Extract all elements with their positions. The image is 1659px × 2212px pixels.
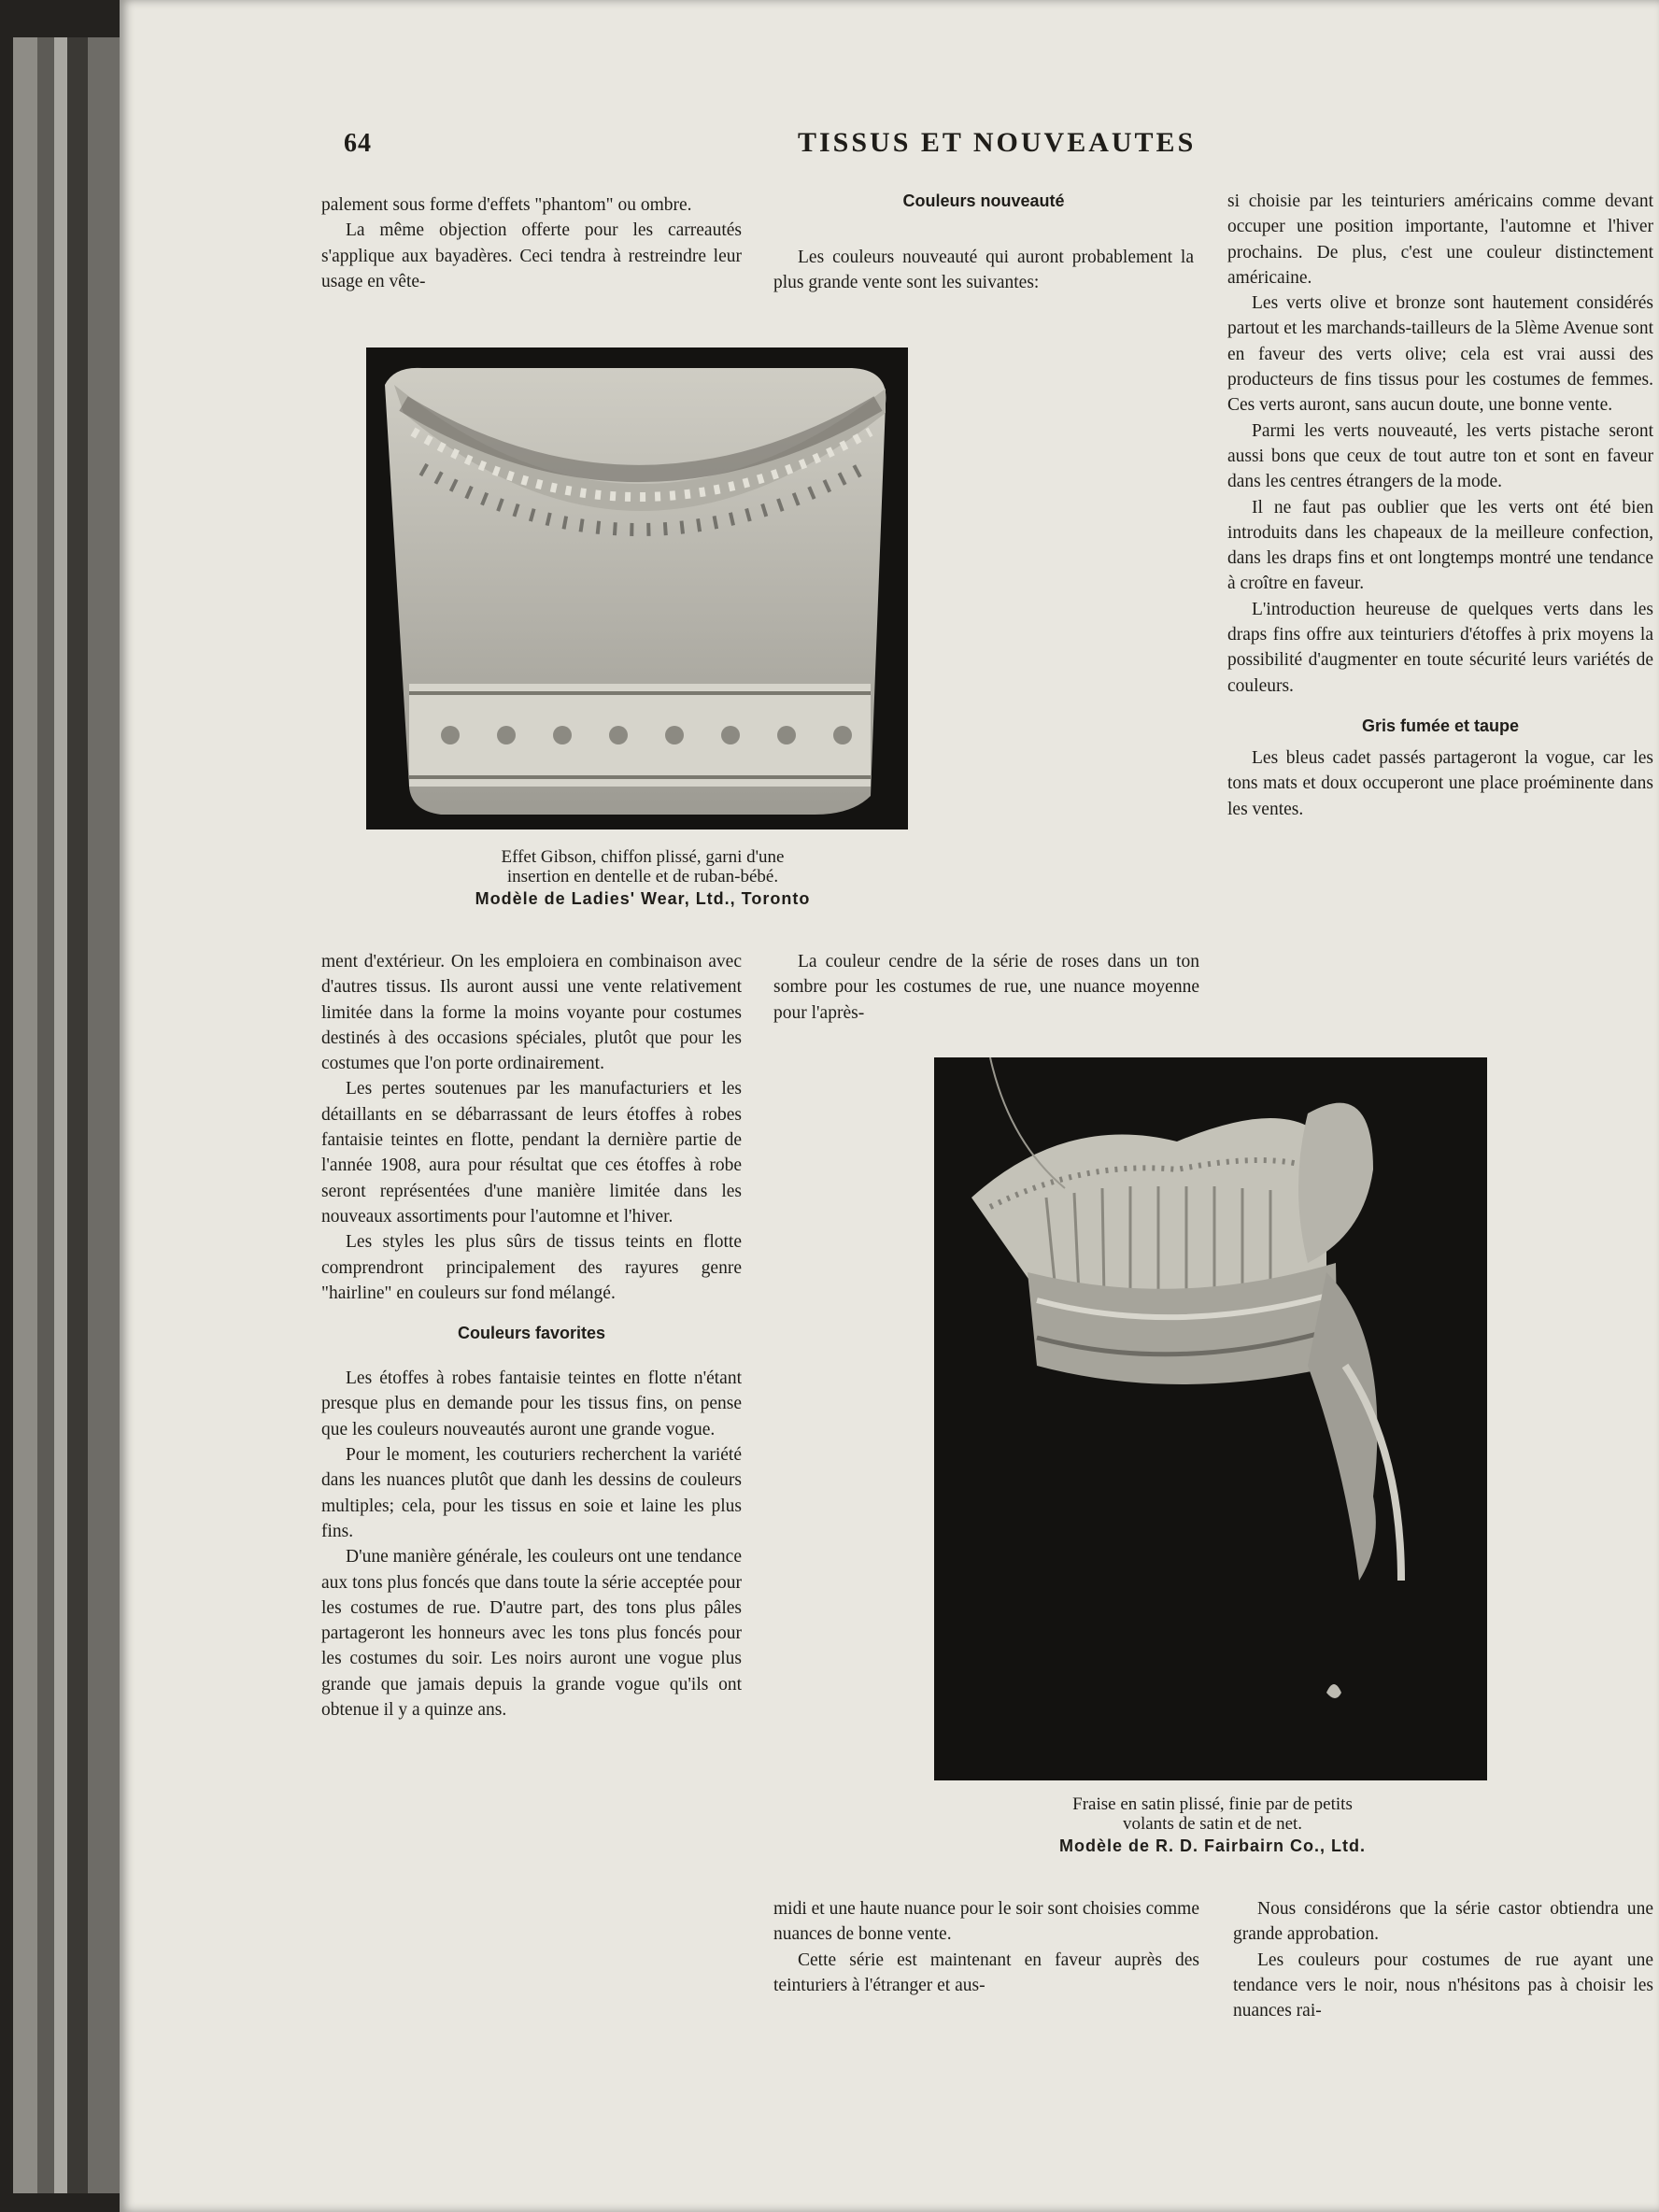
paragraph: La couleur cendre de la série de roses dans un ton sombre pour les costumes de rue, une nuance moyenne pour l'après- bbox=[773, 952, 1199, 1023]
caption-line: insertion en dentelle et de ruban-bébé. bbox=[506, 867, 779, 886]
figure-credit: Modèle de R. D. Fairbairn Co., Ltd. bbox=[1058, 1836, 1367, 1855]
paragraph: Les couleurs nouveauté qui auront probablement la plus grande vente sont les suivantes: bbox=[773, 248, 1194, 293]
paragraph: Cette série est maintenant en faveur auprès des teinturiers à l'étranger et aus- bbox=[773, 1950, 1199, 1995]
paragraph: La même objection offerte pour les carreautés s'applique aux bayadères. Ceci tendra à restreindre leur usage en vête- bbox=[321, 220, 742, 291]
paragraph: midi et une haute nuance pour le soir sont choisies comme nuances de bonne vente. bbox=[773, 1899, 1199, 1945]
paragraph: ment d'extérieur. On les emploiera en combinaison avec d'autres tissus. Ils auront aussi une vente relativement limitée dans la forme la moins voyante pour costumes destinés à des occasions spéciales, plutôt que pour les costumes que l'on porte ordinairement. bbox=[321, 952, 742, 1074]
book-binding-edge bbox=[0, 0, 123, 2212]
column-1-top bbox=[321, 192, 742, 294]
photo-gibson-collar bbox=[366, 347, 908, 830]
paragraph: Les étoffes à robes fantaisie teintes en flotte n'étant presque plus en demande pour les tissus fins, on pense que les couleurs nouveautés auront une grande vogue. bbox=[321, 1368, 742, 1439]
figure-2-caption bbox=[960, 1794, 1465, 1856]
page-title: TISSUS ET NOUVEAUTES bbox=[798, 127, 1197, 158]
column-3-bottom bbox=[1233, 1896, 1653, 2023]
column-2-bottom bbox=[773, 1896, 1199, 1998]
paragraph: si choisie par les teinturiers américains comme devant occuper une position importante, l'automne et l'hiver prochains. De plus, c'est une couleur distinctement américaine. bbox=[1227, 191, 1653, 288]
ruff-illustration bbox=[934, 1057, 1487, 1780]
paragraph: Parmi les verts nouveauté, les verts pistache seront aussi bons que ceux de tout autre ton et sont en faveur dans les centres étrangers de la mode. bbox=[1227, 420, 1653, 492]
column-3-top bbox=[1227, 189, 1653, 822]
caption-line: Fraise en satin plissé, finie par de petits bbox=[1072, 1794, 1353, 1814]
figure-1-caption bbox=[400, 847, 886, 909]
page-number: 64 bbox=[344, 129, 372, 158]
paragraph: D'une manière générale, les couleurs ont une tendance aux tons plus foncés que dans toute la série acceptée pour les costumes de rue. D'autre part, des tons plus pâles partageront les honneurs avec les tons plus foncés pour les costumes du soir. Les noirs auront une vogue plus grande que jamais depuis la grande vogue qu'ils ont obtenue il y a quinze ans. bbox=[321, 1547, 742, 1721]
caption-line: volants de satin et de net. bbox=[1122, 1814, 1303, 1834]
paragraph: Pour le moment, les couturiers recherchent la variété dans les nuances plutôt que danh les dessins de couleurs multiples; cela, pour les tissus en soie et laine les plus fins. bbox=[321, 1445, 742, 1541]
paragraph: palement sous forme d'effets "phantom" ou ombre. bbox=[321, 195, 692, 215]
column-2-top bbox=[773, 189, 1194, 296]
section-heading-couleurs-nouveaute: Couleurs nouveauté bbox=[902, 191, 1065, 210]
collar-illustration bbox=[366, 347, 908, 830]
paragraph: Les styles les plus sûrs de tissus teints en flotte comprendront principalement des rayures genre "hairline" en couleurs sur fond mélangé. bbox=[321, 1232, 742, 1303]
magazine-page bbox=[120, 0, 1659, 2212]
figure-credit: Modèle de Ladies' Wear, Ltd., Toronto bbox=[475, 889, 811, 908]
paragraph: Nous considérons que la série castor obtiendra une grande approbation. bbox=[1233, 1899, 1653, 1945]
paragraph: L'introduction heureuse de quelques verts dans les draps fins offre aux teinturiers d'étoffes à prix moyens la possibilité d'augmenter en toute sécurité leurs variétés de couleurs. bbox=[1227, 599, 1653, 696]
photo-satin-ruff bbox=[934, 1057, 1487, 1780]
column-2-mid bbox=[773, 949, 1199, 1026]
paragraph: Les verts olive et bronze sont hautement considérés partout et les marchands-tailleurs de la 5lème Avenue sont en faveur des verts olive; cela est vrai aussi des producteurs de fins tissus pour les costumes de femmes. Ces verts auront, sans aucun doute, une bonne vente. bbox=[1227, 293, 1653, 416]
paragraph: Il ne faut pas oublier que les verts ont été bien introduits dans les chapeaux de la meilleure confection, dans les draps fins et ont longtemps montré une tendance à croître en faveur. bbox=[1227, 497, 1653, 594]
paragraph: Les bleus cadet passés partageront la vogue, car les tons mats et doux occuperont une place proéminente dans les ventes. bbox=[1227, 747, 1653, 819]
paragraph: Les pertes soutenues par les manufacturiers et les détaillants en se débarrassant de leurs étoffes à robes fantaisie teintes en flotte, pendant la dernière partie de l'année 1908, aura pour résultat que ces étoffes à robe seront représentées d'une manière limitée dans les nouveaux assortiments pour l'automne et l'hiver. bbox=[321, 1079, 742, 1227]
caption-line: Effet Gibson, chiffon plissé, garni d'une bbox=[501, 847, 785, 867]
section-heading-couleurs-favorites: Couleurs favorites bbox=[457, 1324, 606, 1343]
column-1-main bbox=[321, 949, 742, 1723]
section-heading-gris-fumee: Gris fumée et taupe bbox=[1361, 716, 1520, 735]
paragraph: Les couleurs pour costumes de rue ayant une tendance vers le noir, nous n'hésitons pas à choisir les nuances rai- bbox=[1233, 1950, 1653, 2021]
